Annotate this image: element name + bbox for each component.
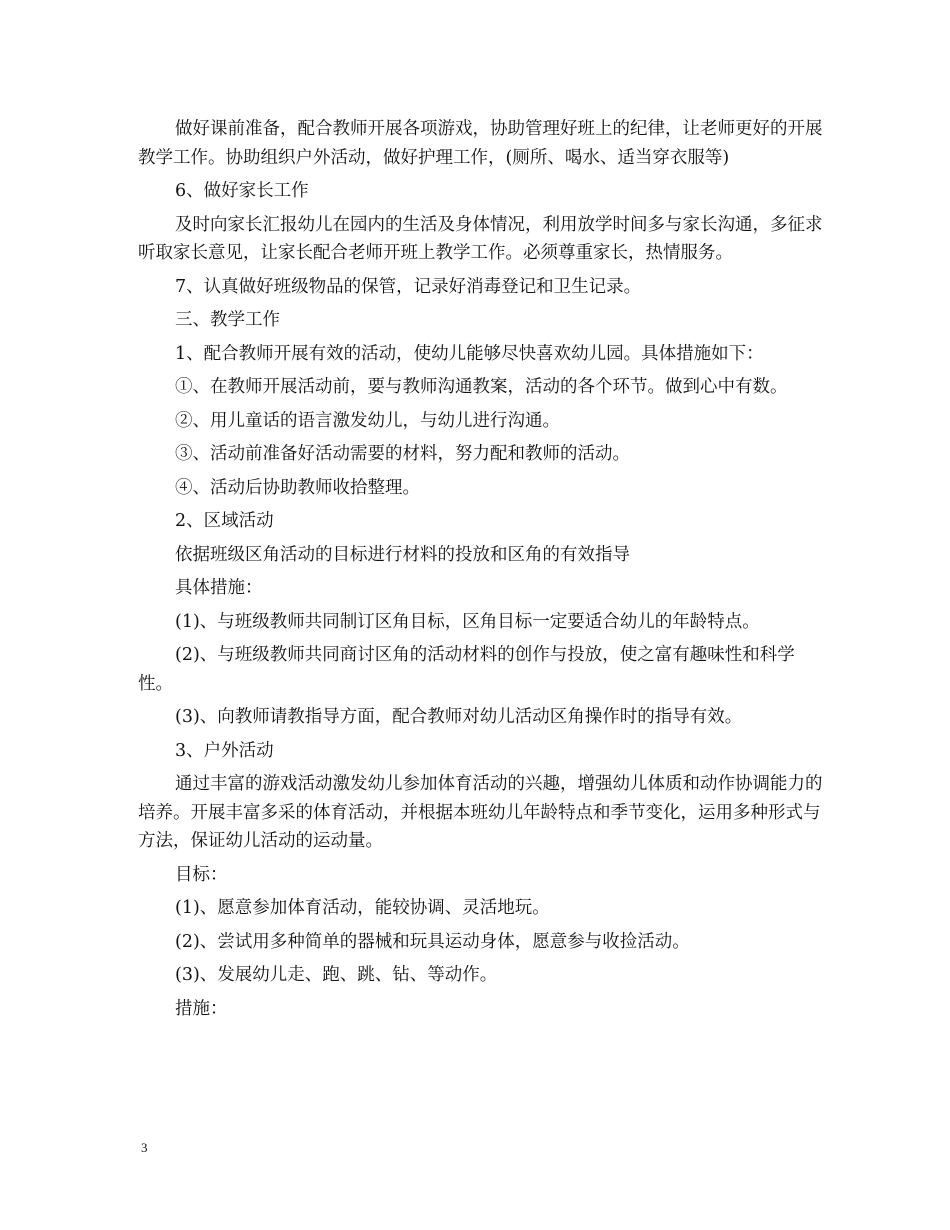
list-item: (3)、发展幼儿走、跑、跳、钻、等动作。: [175, 965, 498, 985]
section-heading: 6、做好家长工作: [175, 181, 309, 201]
section-heading: 2、区域活动: [175, 511, 274, 531]
section-heading: 三、教学工作: [175, 310, 280, 330]
paragraph: 具体措施：: [175, 578, 263, 598]
paragraph: 做好课前准备，配合教师开展各项游戏，协助管理好班上的纪律，让老师更好的开展教学工作。协助组织户外活动，做好护理工作，(厕所、喝水、适当穿衣服等): [138, 119, 823, 168]
list-item: ①、在教师开展活动前，要与教师沟通教案，活动的各个环节。做到心中有数。: [175, 377, 788, 397]
section-heading: 3、户外活动: [175, 740, 274, 761]
paragraph: 依据班级区角活动的目标进行材料的投放和区角的有效指导: [175, 544, 630, 565]
page-number: 3: [141, 1140, 148, 1155]
list-item: ④、活动后协助教师收拾整理。: [175, 477, 420, 498]
list-item: ③、活动前准备好活动需要的材料，努力配和教师的活动。: [175, 444, 630, 464]
list-item: (3)、向教师请教指导方面，配合教师对幼儿活动区角操作时的指导有效。: [175, 707, 743, 727]
paragraph: 1、配合教师开展有效的活动，使幼儿能够尽快喜欢幼儿园。具体措施如下：: [175, 343, 764, 364]
paragraph: 7、认真做好班级物品的保管，记录好消毒登记和卫生记录。: [175, 276, 642, 297]
paragraph: 及时向家长汇报幼儿在园内的生活及身体情况，利用放学时间多与家长沟通，多征求听取家长意见，让家长配合老师开班上教学工作。必须尊重家长，热情服务。: [138, 214, 823, 263]
document-body: [138, 115, 828, 1028]
list-item: (2)、尝试用多种简单的器械和玩具运动身体，愿意参与收捡活动。: [175, 931, 690, 952]
list-item: (2)、与班级教师共同商讨区角的活动材料的创作与投放，使之富有趣味性和科学性。: [138, 645, 795, 694]
paragraph: 措施：: [175, 998, 228, 1019]
list-item: (1)、愿意参加体育活动，能较协调、灵活地玩。: [175, 898, 550, 918]
list-item: (1)、与班级教师共同制订区角目标，区角目标一定要适合幼儿的年龄特点。: [175, 611, 760, 632]
paragraph: 目标：: [175, 864, 228, 885]
paragraph: 通过丰富的游戏活动激发幼儿参加体育活动的兴趣，增强幼儿体质和动作协调能力的培养。开展丰富多采的体育活动，并根据本班幼儿年龄特点和季节变化，运用多种形式与方法，保证幼儿活动的运动量。: [138, 774, 823, 851]
list-item: ②、用儿童话的语言激发幼儿，与幼儿进行沟通。: [175, 410, 560, 431]
